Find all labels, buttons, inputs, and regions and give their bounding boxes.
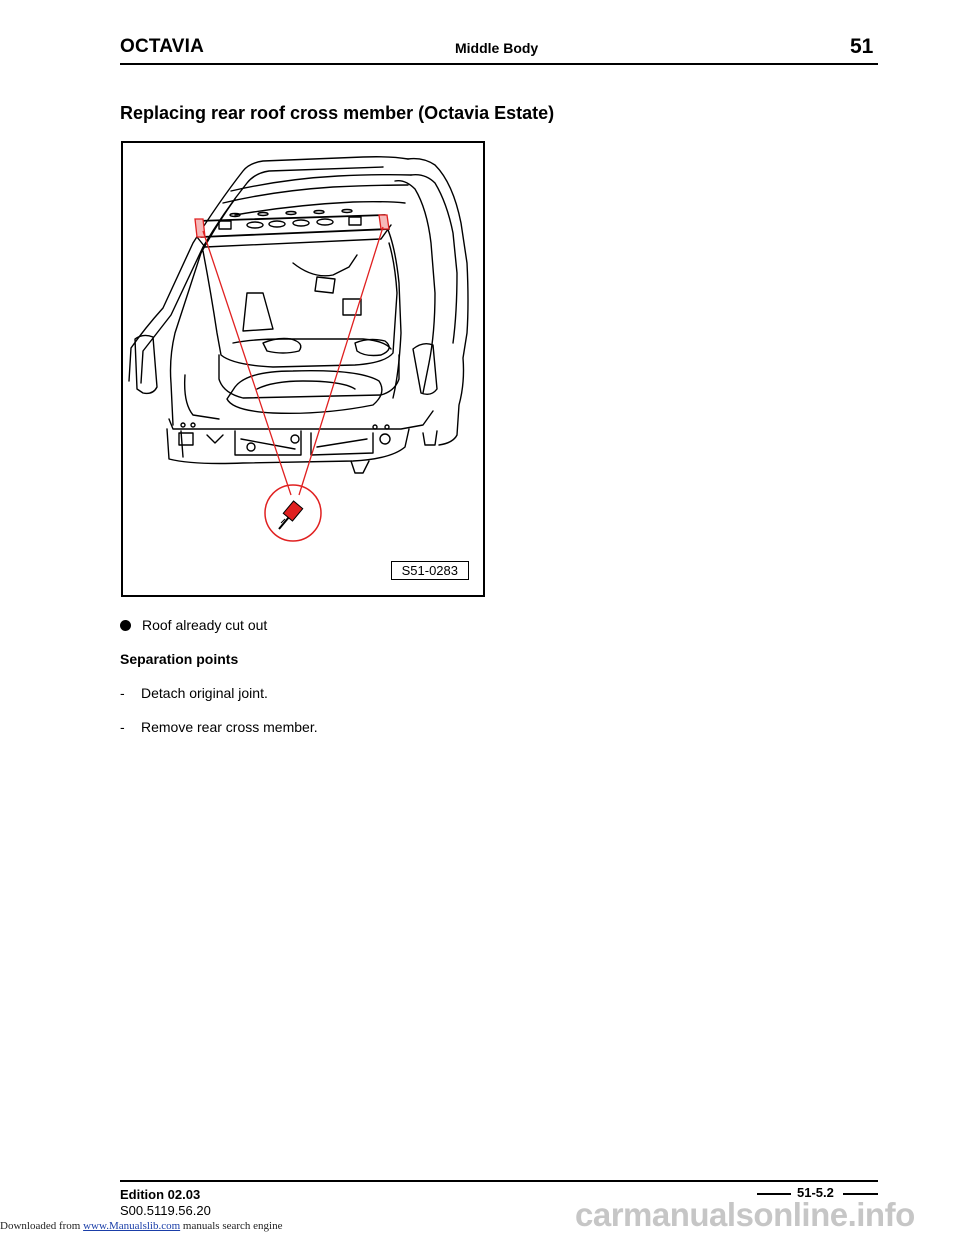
step-item xyxy=(120,685,268,701)
download-note-suffix: manuals search engine xyxy=(182,1220,283,1232)
header-brand: OCTAVIA xyxy=(120,36,205,57)
document-number: S00.5119.56.20 xyxy=(120,1203,211,1218)
estate-body-illustration xyxy=(123,143,483,595)
step-dash: - xyxy=(120,685,125,701)
cutting-tool-icon xyxy=(279,501,303,529)
download-note xyxy=(0,1220,282,1232)
page-heading: Replacing rear roof cross member (Octavia Estate) xyxy=(120,103,555,123)
bullet-text: Roof already cut out xyxy=(142,617,268,633)
figure-code-label: S51-0283 xyxy=(391,561,469,580)
manualslib-link[interactable]: www.Manualslib.com xyxy=(83,1220,181,1232)
bullet-dot-icon xyxy=(120,620,131,631)
page-number-rule-left xyxy=(757,1193,791,1195)
header-rule xyxy=(120,63,878,65)
step-text: Remove rear cross member. xyxy=(141,719,318,735)
page-number: 51-5.2 xyxy=(797,1185,834,1200)
edition-label: Edition 02.03 xyxy=(120,1187,201,1202)
separation-points-heading: Separation points xyxy=(120,651,239,667)
page-number-rule-right xyxy=(843,1193,878,1195)
watermark: carmanualsonline.info xyxy=(575,1196,915,1233)
step-item xyxy=(120,719,318,735)
footer-rule xyxy=(120,1180,878,1182)
header-chapter-number: 51 xyxy=(850,35,874,58)
separation-point-markers xyxy=(195,215,389,541)
header-section-title: Middle Body xyxy=(455,40,539,56)
download-note-prefix: Downloaded from xyxy=(0,1220,81,1232)
body-shell-figure xyxy=(121,141,485,597)
bullet-item xyxy=(120,617,267,633)
step-text: Detach original joint. xyxy=(141,685,268,701)
step-dash: - xyxy=(120,719,125,735)
